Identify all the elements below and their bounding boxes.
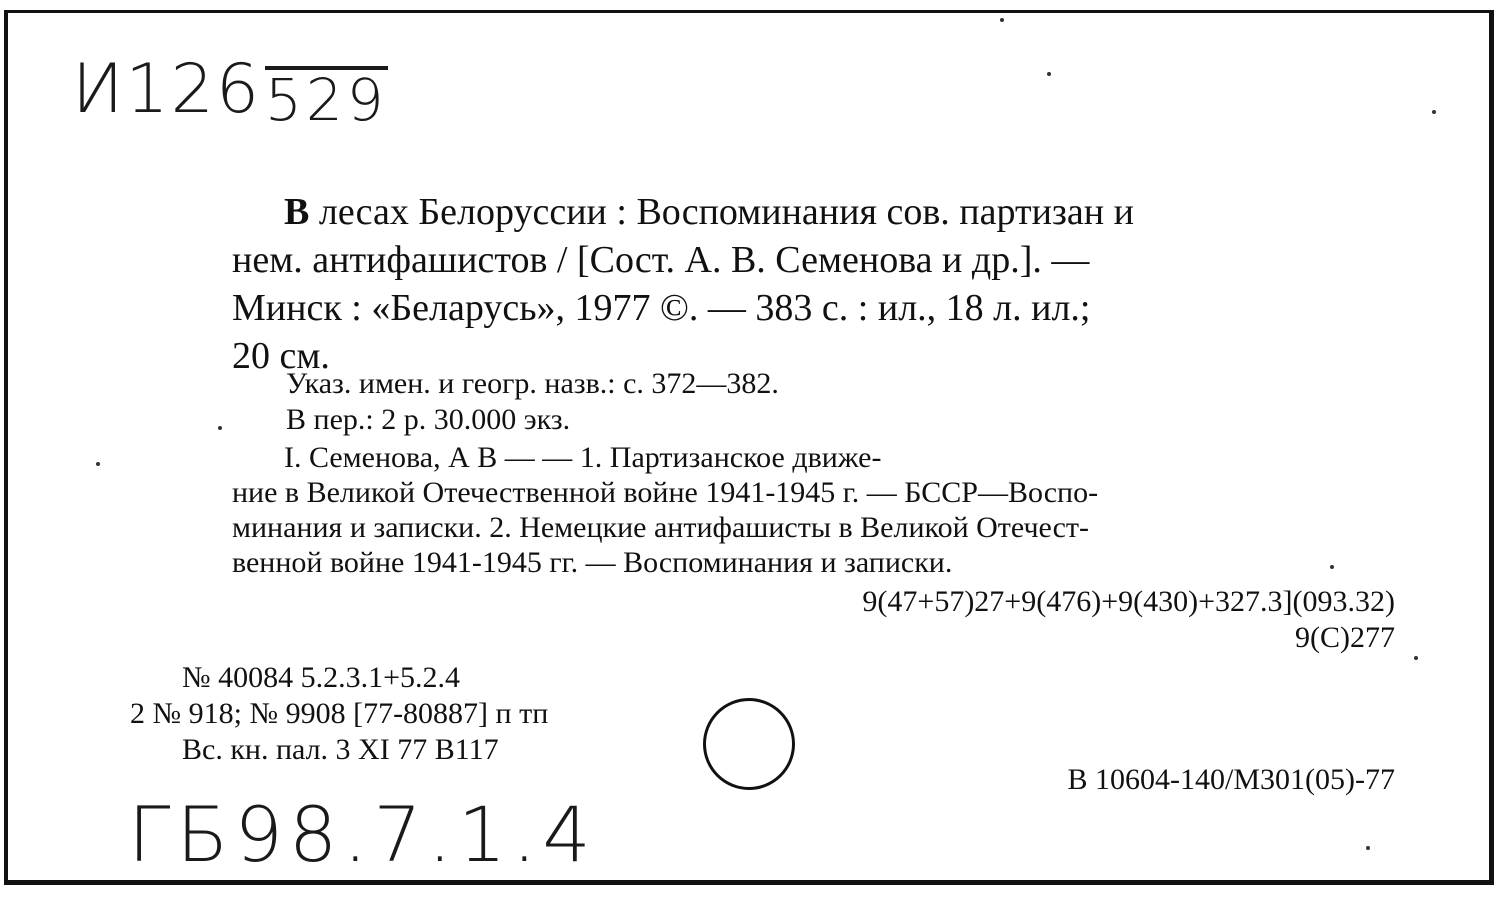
speck [1432, 110, 1436, 114]
classification-line-1: 9(47+57)27+9(476)+9(430)+327.3](093.32) [862, 585, 1395, 618]
shelf-mark-fraction: 529 [265, 66, 388, 134]
index-note: Указ. имен. и геогр. назв.: с. 372—382. [286, 367, 779, 400]
speck [1000, 18, 1004, 22]
title-first-word: В [284, 191, 310, 233]
subject-line-2: ние в Великой Отечественной войне 1941-1945 г. — БССР—Воспо- [232, 476, 1099, 509]
speck [1047, 72, 1051, 76]
price-note: В пер.: 2 р. 30.000 экз. [286, 403, 571, 436]
speck [1414, 656, 1418, 660]
title-line-1 [232, 188, 1397, 236]
classification-line-2: 9(С)277 [1295, 621, 1395, 654]
title-line-4: 20 см. [232, 335, 330, 377]
blank-circle-stamp [703, 698, 795, 790]
shelf-mark-top: И126 [72, 50, 262, 129]
imprint-line-1: № 40084 5.2.3.1+5.2.4 [182, 661, 461, 694]
subject-line-4: венной войне 1941-1945 гг. — Воспоминания и записки. [232, 546, 953, 579]
speck [96, 462, 100, 466]
imprint-block [130, 660, 548, 768]
speck [218, 426, 222, 430]
notes-block [286, 366, 779, 438]
imprint-line-3: Вс. кн. пал. 3 XI 77 В117 [182, 733, 499, 766]
title-line-3: Минск : «Беларусь», 1977 ©. — 383 с. : ил., 18 л. ил.; [232, 287, 1091, 329]
speck [1366, 846, 1370, 850]
publisher-code: В 10604-140/М301(05)-77 [1067, 763, 1395, 796]
title-block [232, 188, 1397, 380]
subjects-block [232, 440, 1397, 580]
title-line-2: нем. антифашистов / [Сост. А. В. Семенова и др.]. — [232, 239, 1090, 281]
title-line-1-rest: лесах Белоруссии : Воспоминания сов. партизан и [318, 191, 1134, 233]
imprint-line-2: 2 № 918; № 9908 [77-80887] п тп [130, 697, 549, 730]
classification-block [862, 584, 1395, 656]
subject-line-1: I. Семенова, А В — — 1. Партизанское движе- [284, 441, 882, 474]
inventory-number: ГБ98.7.1.4 [128, 790, 597, 879]
speck [1330, 565, 1334, 569]
subject-line-3: минания и записки. 2. Немецкие антифашисты в Великой Отечест- [232, 511, 1090, 544]
